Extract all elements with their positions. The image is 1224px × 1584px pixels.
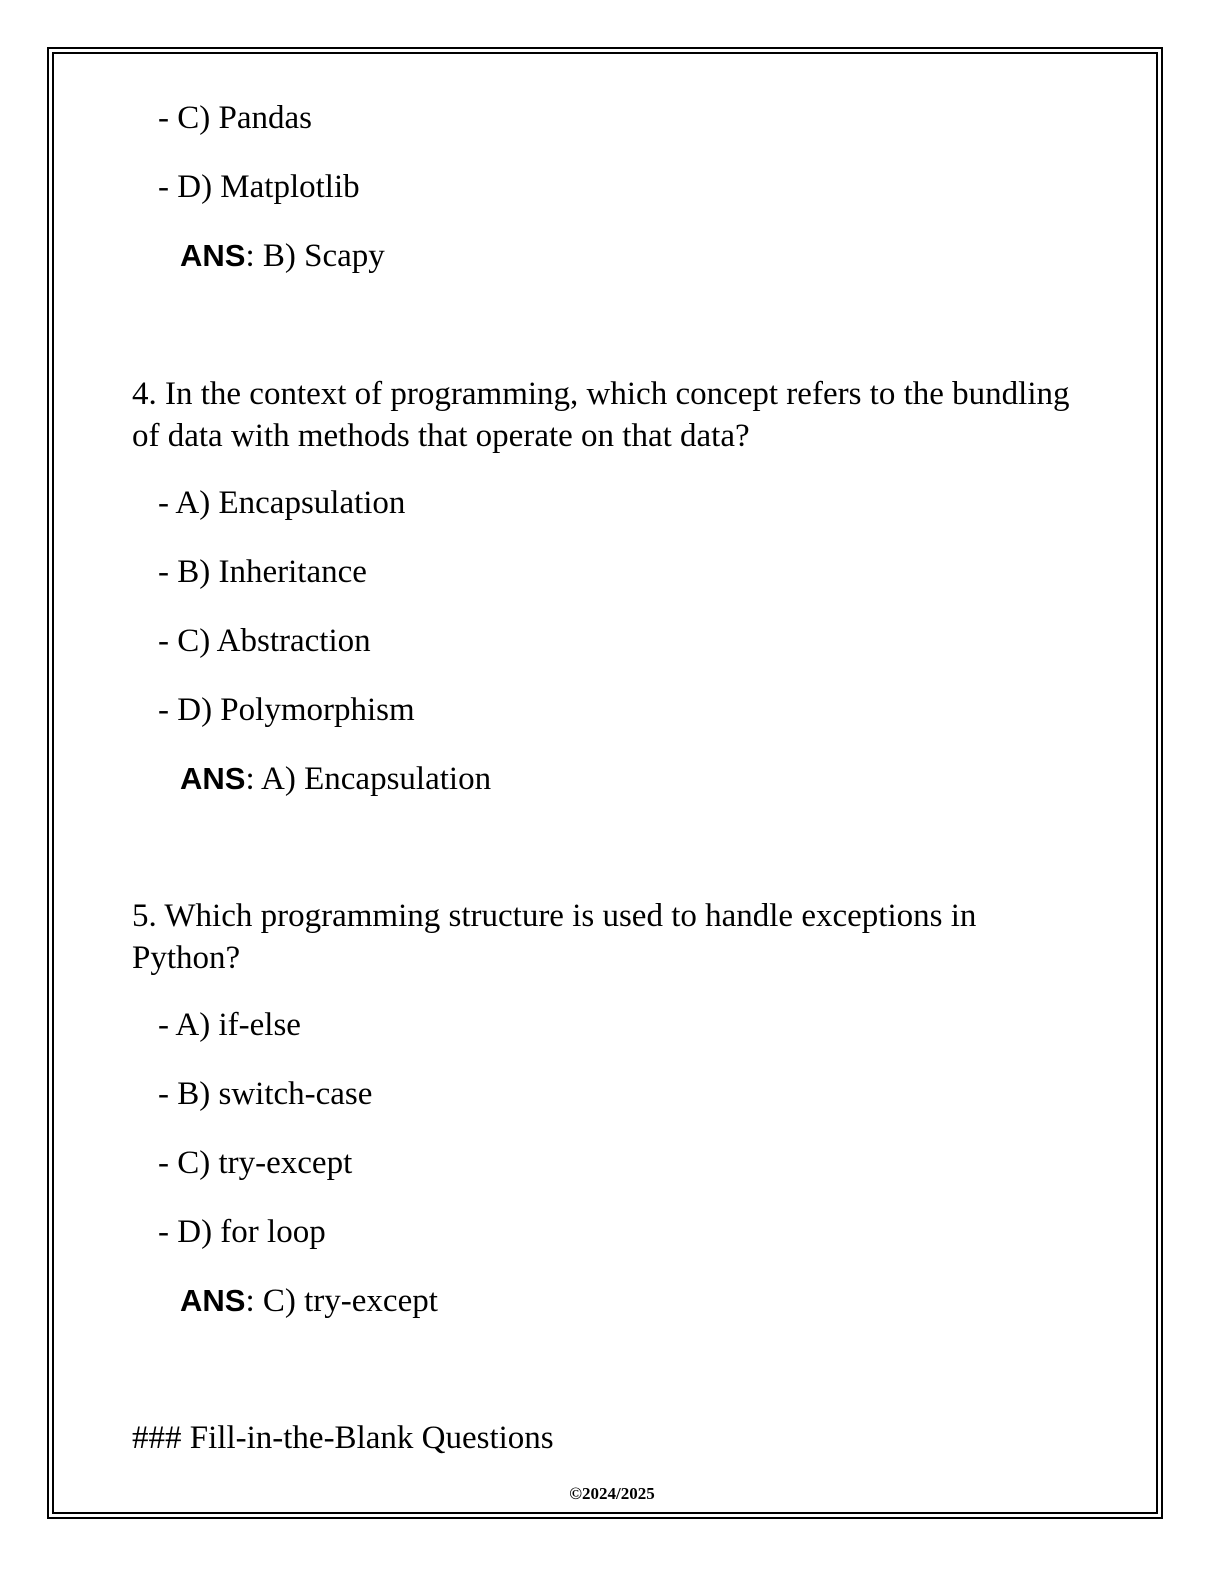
- copyright-footer: ©2024/2025: [569, 1484, 655, 1503]
- q4-option-d: - D) Polymorphism: [158, 692, 415, 728]
- q3-option-c: - C) Pandas: [158, 100, 312, 136]
- q4-option-c: - C) Abstraction: [158, 623, 371, 659]
- q3-answer-value: : B) Scapy: [245, 238, 385, 274]
- q5-answer: [180, 1280, 438, 1322]
- q3-answer-label: ANS: [180, 238, 246, 273]
- q4-option-a: - A) Encapsulation: [158, 485, 406, 521]
- q3-option-d: - D) Matplotlib: [158, 169, 360, 205]
- q5-answer-value: : C) try-except: [245, 1283, 438, 1319]
- q4-answer-label: ANS: [180, 761, 246, 796]
- q4-answer: [180, 758, 491, 800]
- q3-answer: [180, 235, 385, 277]
- q5-question: 5. Which programming structure is used to handle exceptions in Python?: [132, 898, 977, 976]
- q5-option-a: - A) if-else: [158, 1007, 301, 1043]
- q4-question: 4. In the context of programming, which concept refers to the bundling of data with methods that operate on that data?: [132, 376, 1070, 454]
- q5-option-b: - B) switch-case: [158, 1076, 373, 1112]
- q5-option-c: - C) try-except: [158, 1145, 353, 1181]
- section-heading: ### Fill-in-the-Blank Questions: [132, 1420, 554, 1456]
- q5-option-d: - D) for loop: [158, 1214, 326, 1250]
- q4-answer-value: : A) Encapsulation: [245, 761, 492, 797]
- q5-answer-label: ANS: [180, 1283, 246, 1318]
- q4-option-b: - B) Inheritance: [158, 554, 367, 590]
